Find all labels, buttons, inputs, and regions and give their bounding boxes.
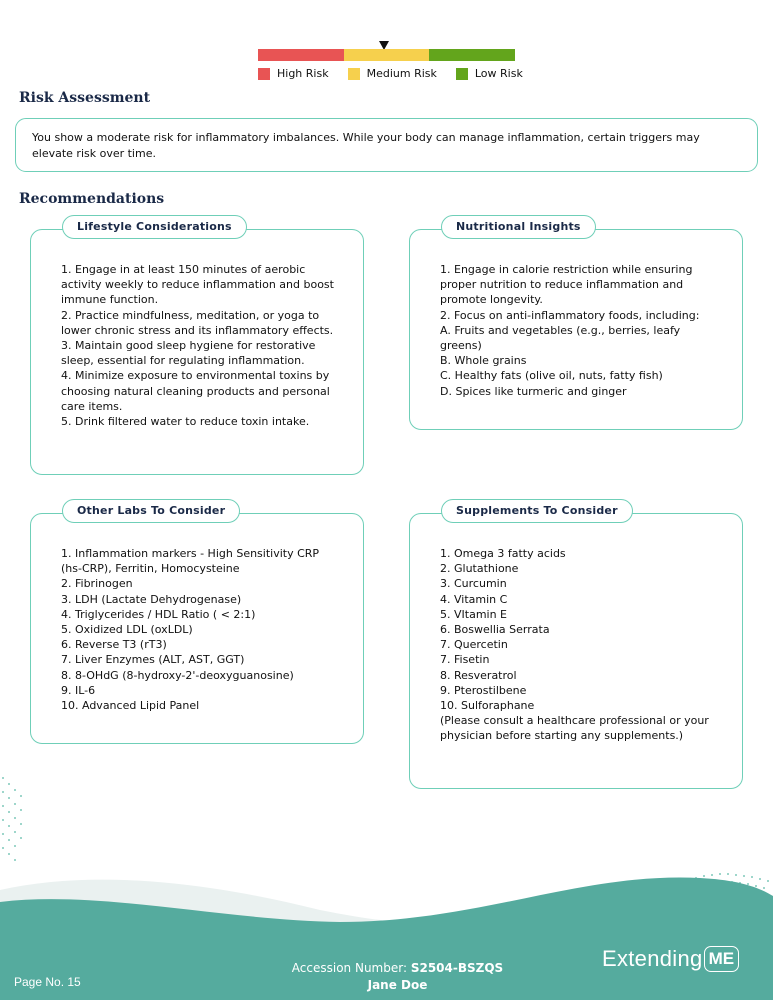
supplements-card-title: Supplements To Consider bbox=[441, 499, 633, 523]
list-item: 3. LDH (Lactate Dehydrogenase) bbox=[61, 592, 242, 606]
legend-item-low bbox=[456, 67, 523, 80]
list-item: 10. Advanced Lipid Panel bbox=[61, 699, 200, 713]
risk-assessment-box bbox=[15, 118, 758, 172]
legend-item-high bbox=[258, 67, 329, 80]
lifestyle-card-title: Lifestyle Considerations bbox=[62, 215, 247, 239]
risk-segment-high bbox=[258, 49, 344, 61]
labs-card-title: Other Labs To Consider bbox=[62, 499, 240, 523]
legend-swatch-medium bbox=[348, 68, 360, 80]
patient-name: Jane Doe bbox=[367, 978, 428, 992]
list-item: 7. Fisetin bbox=[440, 653, 490, 667]
list-item: 8. 8-OHdG (8-hydroxy-2'-deoxyguanosine) bbox=[61, 668, 294, 682]
legend-swatch-low bbox=[456, 68, 468, 80]
list-item: 10. Sulforaphane bbox=[440, 699, 535, 713]
list-item: D. Spices like turmeric and ginger bbox=[440, 384, 627, 398]
lifestyle-card bbox=[30, 220, 364, 475]
list-item: 5. Drink filtered water to reduce toxin intake. bbox=[61, 415, 310, 429]
risk-segment-low bbox=[429, 49, 515, 61]
logo-badge: ME bbox=[704, 946, 740, 972]
list-item: 2. Glutathione bbox=[440, 562, 519, 576]
labs-card bbox=[30, 504, 364, 744]
list-item: 4. Minimize exposure to environmental toxins by choosing natural cleaning products and personal care items. bbox=[61, 369, 330, 413]
legend-item-medium bbox=[348, 67, 437, 80]
risk-legend bbox=[258, 67, 523, 80]
risk-segment-medium bbox=[344, 49, 430, 61]
supplements-card bbox=[409, 504, 743, 789]
legend-label-medium: Medium Risk bbox=[366, 67, 437, 80]
list-item: 2. Fibrinogen bbox=[61, 577, 133, 591]
list-item: 1. Omega 3 fatty acids bbox=[440, 547, 566, 560]
list-item: 4. Triglycerides / HDL Ratio ( < 2:1) bbox=[61, 607, 256, 621]
legend-swatch-high bbox=[258, 68, 270, 80]
list-item: 3. Curcumin bbox=[440, 577, 507, 591]
list-item: 5. VItamin E bbox=[440, 607, 508, 621]
accession-label: Accession Number: bbox=[291, 961, 411, 975]
legend-label-high: High Risk bbox=[277, 67, 329, 80]
list-item: 5. Oxidized LDL (oxLDL) bbox=[61, 623, 193, 637]
supplements-list bbox=[440, 546, 720, 744]
list-item: 8. Resveratrol bbox=[440, 668, 517, 682]
list-item: C. Healthy fats (olive oil, nuts, fatty fish) bbox=[440, 369, 663, 383]
list-item: (Please consult a healthcare professional or your physician before starting any supplements.) bbox=[440, 714, 709, 743]
nutritional-card bbox=[409, 220, 743, 430]
list-item: 4. Vitamin C bbox=[440, 592, 508, 606]
accession-number: S2504-BSZQS bbox=[410, 961, 504, 975]
lifestyle-list bbox=[61, 262, 341, 429]
list-item: B. Whole grains bbox=[440, 354, 527, 368]
list-item: 7. Liver Enzymes (ALT, AST, GGT) bbox=[61, 653, 245, 667]
list-item: 1. Engage in calorie restriction while ensuring proper nutrition to reduce inflammation and promote longevity. bbox=[440, 263, 693, 307]
logo-text: Extending bbox=[602, 946, 703, 971]
list-item: 2. Focus on anti-inflammatory foods, including: bbox=[440, 308, 700, 322]
risk-assessment-text: You show a moderate risk for inflammatory imbalances. While your body can manage inflammation, certain triggers may elevate risk over time. bbox=[32, 131, 700, 160]
list-item: A. Fruits and vegetables (e.g., berries, leafy greens) bbox=[440, 323, 681, 353]
list-item: 9. IL-6 bbox=[61, 683, 96, 697]
list-item: 7. Quercetin bbox=[440, 638, 508, 652]
list-item: 1. Engage in at least 150 minutes of aerobic activity weekly to reduce inflammation and boost immune function. bbox=[61, 263, 334, 307]
list-item: 1. Inflammation markers - High Sensitivity CRP (hs-CRP), Ferritin, Homocysteine bbox=[61, 547, 320, 576]
nutritional-list bbox=[440, 262, 720, 399]
accession-line bbox=[200, 960, 595, 977]
labs-list bbox=[61, 546, 341, 713]
list-item: 6. Reverse T3 (rT3) bbox=[61, 638, 167, 652]
page-number: Page No. 15 bbox=[14, 975, 81, 989]
brand-logo bbox=[602, 946, 739, 972]
risk-assessment-heading: Risk Assessment bbox=[19, 90, 151, 106]
risk-scale-bar bbox=[258, 49, 515, 61]
recommendations-heading: Recommendations bbox=[19, 191, 165, 207]
list-item: 2. Practice mindfulness, meditation, or yoga to lower chronic stress and its inflammatory effects. bbox=[61, 308, 334, 337]
list-item: 6. Boswellia Serrata bbox=[440, 623, 550, 637]
list-item: 9. Pterostilbene bbox=[440, 683, 527, 697]
footer-identity bbox=[200, 960, 595, 994]
legend-label-low: Low Risk bbox=[474, 67, 523, 80]
list-item: 3. Maintain good sleep hygiene for restorative sleep, essential for regulating inflammation. bbox=[61, 339, 316, 368]
nutritional-card-title: Nutritional Insights bbox=[441, 215, 596, 239]
